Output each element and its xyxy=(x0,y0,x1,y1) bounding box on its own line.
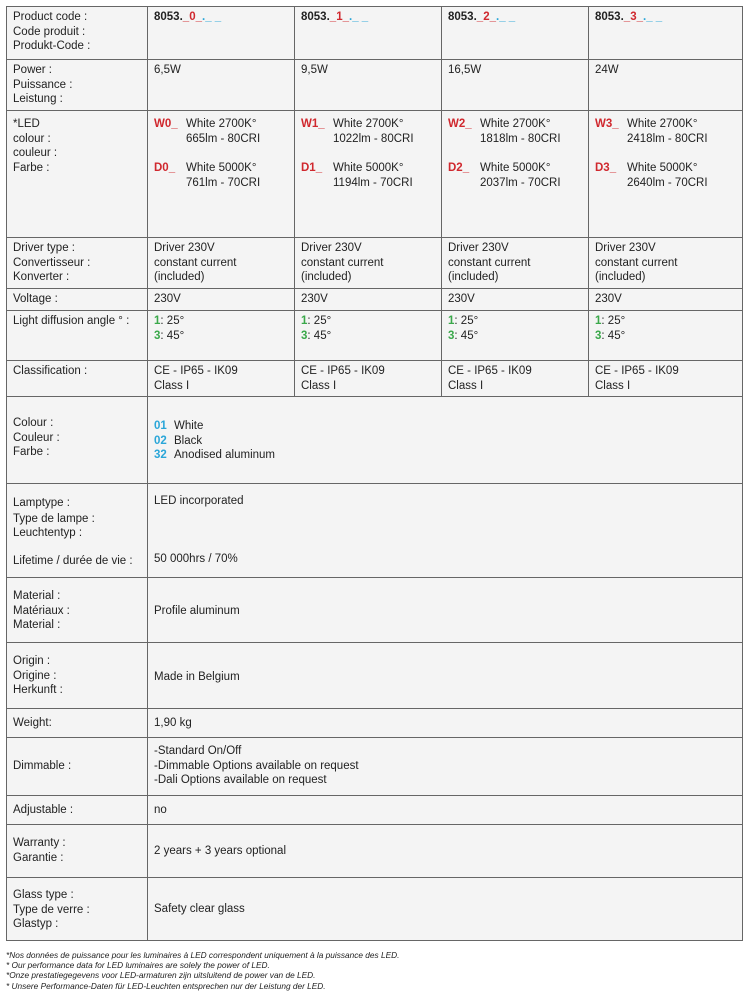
dimmable-line: -Dimmable Options available on request xyxy=(154,759,359,772)
dimmable-values xyxy=(148,738,742,795)
lifetime-label: Lifetime / durée de vie : xyxy=(13,554,133,567)
led-col-1 xyxy=(295,111,442,237)
label-line: Glastyp : xyxy=(13,918,59,930)
power-value: 24W xyxy=(595,64,619,76)
origin-value-cell xyxy=(148,643,742,708)
footnote: * Unsere Performance-Daten für LED-Leuchten entsprechen nur der Leistung der LED. xyxy=(6,980,326,991)
warranty-label xyxy=(7,825,148,877)
product-code-col-3 xyxy=(589,7,742,59)
spec-table xyxy=(6,6,743,941)
voltage-value: 230V xyxy=(595,293,622,305)
label-line: Lamptype : xyxy=(13,497,70,509)
code-sep: _ xyxy=(476,11,484,23)
led-daylight-spec: 2037lm - 70CRI xyxy=(480,176,561,189)
code-sep: _ xyxy=(329,11,337,23)
warranty-value-cell xyxy=(148,825,742,877)
driver-line: Driver 230V xyxy=(154,242,215,254)
classification-col-2 xyxy=(442,361,589,396)
led-daylight-spec: 2640lm - 70CRI xyxy=(627,176,708,189)
led-daylight-code: D0_ xyxy=(154,162,176,174)
classification-col-1 xyxy=(295,361,442,396)
angle-key: 3 xyxy=(301,329,308,342)
driver-col-0 xyxy=(148,238,295,288)
led-warm-spec: 1818lm - 80CRI xyxy=(480,132,561,145)
label-line: Driver type : xyxy=(13,242,75,254)
product-code-label xyxy=(7,7,148,59)
warranty-row xyxy=(6,825,743,878)
label-line: Product code : xyxy=(13,11,88,23)
led-col-3 xyxy=(589,111,742,237)
led-daylight-text: White 5000K° xyxy=(480,162,551,174)
label-line: Warranty : xyxy=(13,837,66,849)
power-label xyxy=(7,60,148,110)
led-warm-text: White 2700K° xyxy=(186,118,257,130)
label-line: Code produit : xyxy=(13,25,86,38)
driver-line: Driver 230V xyxy=(595,242,656,254)
label-line: colour : xyxy=(13,132,51,145)
led-col-2 xyxy=(442,111,589,237)
label-line: couleur : xyxy=(13,147,58,159)
code-prefix: 8053. xyxy=(595,11,624,23)
classification-line: Class I xyxy=(595,379,631,392)
label-line: Produkt-Code : xyxy=(13,40,91,52)
classification-line: Class I xyxy=(448,379,484,392)
adjustable-row xyxy=(6,796,743,825)
led-warm-text: White 2700K° xyxy=(480,118,551,130)
power-value: 16,5W xyxy=(442,60,589,110)
code-sep: _ xyxy=(182,11,190,23)
led-warm-code: W3_ xyxy=(595,118,619,130)
footnote: *Nos données de puissance pour les luminaires à LED correspondent uniquement à la puissance des LED. xyxy=(6,950,400,960)
voltage-value: 230V xyxy=(295,289,442,310)
label-line: Type de verre : xyxy=(13,903,90,916)
code-sep: _ xyxy=(489,11,496,23)
classification-label: Classification : xyxy=(7,361,148,396)
led-warm-code: W1_ xyxy=(301,118,325,130)
colour-name: Anodised aluminum xyxy=(174,449,276,461)
product-code-row xyxy=(6,6,743,60)
code-tail: ._ _ xyxy=(202,11,222,23)
origin-row xyxy=(6,643,743,709)
angle-col-3 xyxy=(589,311,742,360)
driver-line: (included) xyxy=(448,271,499,283)
driver-col-2 xyxy=(442,238,589,288)
classification-line: CE - IP65 - IK09 xyxy=(595,365,679,377)
adjustable-value: no xyxy=(154,803,167,816)
label-line: Leistung : xyxy=(13,93,63,105)
led-daylight-text: White 5000K° xyxy=(333,162,404,174)
colour-options xyxy=(148,397,742,483)
lamptype-label xyxy=(7,484,148,577)
label-line: Type de lampe : xyxy=(13,512,95,525)
label-line: *LED xyxy=(13,118,40,130)
lamptype-value: LED incorporated xyxy=(154,495,244,507)
code-prefix: 8053. xyxy=(154,11,183,23)
angle-value: : 25° xyxy=(307,315,332,327)
weight-row xyxy=(6,709,743,738)
colour-name: White xyxy=(174,420,204,432)
angle-label: Light diffusion angle ° : xyxy=(7,311,148,360)
label-line: Herkunft : xyxy=(13,684,63,696)
angle-value: : 25° xyxy=(160,315,185,327)
colour-code: 32 xyxy=(154,449,167,461)
footnote: * Our performance data for LED luminaires are solely the power of LED. xyxy=(6,960,270,971)
colour-code: 01 xyxy=(154,420,167,432)
angle-key: 3 xyxy=(595,329,602,342)
label-line: Farbe : xyxy=(13,446,50,458)
code-sep: _ xyxy=(342,11,349,23)
label-line: Material : xyxy=(13,619,61,631)
label-line: Colour : xyxy=(13,417,54,429)
led-warm-spec: 665lm - 80CRI xyxy=(186,132,261,145)
code-digit: 0 xyxy=(189,11,196,23)
label-line: Glass type : xyxy=(13,889,74,901)
footnotes xyxy=(6,950,399,991)
lamptype-row xyxy=(6,484,743,578)
warranty-value: 2 years + 3 years optional xyxy=(154,844,287,857)
code-prefix: 8053. xyxy=(301,11,330,23)
classification-col-3 xyxy=(589,361,742,396)
angle-key: 1 xyxy=(595,315,602,327)
label-line: Garantie : xyxy=(13,851,64,864)
voltage-value: 230V xyxy=(442,289,589,310)
angle-value: : 25° xyxy=(454,315,479,327)
material-label xyxy=(7,578,148,642)
code-tail: ._ _ xyxy=(643,11,663,23)
label-line: Farbe : xyxy=(13,161,50,174)
footnote: *Onze prestatiegegevens voor LED-armaturen zijn uitsluitend de power van de LED. xyxy=(6,970,316,981)
angle-key: 1 xyxy=(448,315,455,327)
label-line: Origin : xyxy=(13,655,51,667)
code-tail: ._ _ xyxy=(349,11,369,23)
classification-line: CE - IP65 - IK09 xyxy=(301,365,385,377)
colour-name: Black xyxy=(174,434,203,447)
angle-key: 3 xyxy=(448,329,455,342)
led-row xyxy=(6,111,743,238)
origin-value: Made in Belgium xyxy=(154,670,240,683)
code-sep: _ xyxy=(636,11,643,23)
led-label xyxy=(7,111,148,237)
product-code-col-2 xyxy=(442,7,589,59)
led-col-0 xyxy=(148,111,295,237)
product-code-col-1 xyxy=(295,7,442,59)
angle-key: 1 xyxy=(301,315,308,327)
weight-value-cell xyxy=(148,709,742,737)
code-digit: 3 xyxy=(630,11,637,23)
led-warm-text: White 2700K° xyxy=(333,118,404,130)
driver-line: (included) xyxy=(301,271,352,283)
led-daylight-spec: 1194lm - 70CRI xyxy=(333,176,413,189)
colour-option xyxy=(154,434,742,449)
code-prefix: 8053. xyxy=(448,11,477,23)
lifetime-value: 50 000hrs / 70% xyxy=(154,552,238,565)
led-warm-code: W2_ xyxy=(448,118,472,130)
angle-col-1 xyxy=(295,311,442,360)
weight-label: Weight: xyxy=(7,709,148,737)
dimmable-line: -Dali Options available on request xyxy=(154,774,327,786)
dimmable-label: Dimmable : xyxy=(7,738,148,795)
led-daylight-spec: 761lm - 70CRI xyxy=(186,176,261,189)
adjustable-label: Adjustable : xyxy=(7,796,148,824)
dimmable-row xyxy=(6,738,743,796)
colour-code: 02 xyxy=(154,434,167,447)
led-daylight-code: D1_ xyxy=(301,162,323,174)
label-line: Power : xyxy=(13,64,52,76)
product-code-col-0 xyxy=(148,7,295,59)
label-line: Origine : xyxy=(13,669,57,682)
code-digit: 1 xyxy=(336,11,343,23)
colour-row xyxy=(6,397,743,484)
material-row xyxy=(6,578,743,643)
label-line: Leuchtentyp : xyxy=(13,527,83,539)
label-line: Convertisseur : xyxy=(13,256,91,269)
led-daylight-text: White 5000K° xyxy=(627,162,698,174)
led-warm-code: W0_ xyxy=(154,118,178,130)
angle-value: : 45° xyxy=(454,329,479,342)
angle-key: 3 xyxy=(154,329,161,342)
glass-row xyxy=(6,878,743,941)
led-daylight-code: D3_ xyxy=(595,162,617,174)
power-value: 9,5W xyxy=(295,60,442,110)
voltage-row xyxy=(6,289,743,311)
driver-row xyxy=(6,238,743,289)
driver-col-1 xyxy=(295,238,442,288)
power-value: 6,5W xyxy=(148,60,295,110)
driver-line: constant current xyxy=(595,256,678,269)
dimmable-line: -Standard On/Off xyxy=(154,745,242,757)
glass-label xyxy=(7,878,148,940)
angle-key: 1 xyxy=(154,315,161,327)
driver-col-3 xyxy=(589,238,742,288)
origin-label xyxy=(7,643,148,708)
power-row xyxy=(6,60,743,111)
classification-line: Class I xyxy=(301,379,337,392)
colour-option xyxy=(154,448,742,463)
classification-line: CE - IP65 - IK09 xyxy=(448,365,532,377)
colour-label xyxy=(7,397,148,483)
angle-col-2 xyxy=(442,311,589,360)
classification-row xyxy=(6,361,743,397)
driver-label xyxy=(7,238,148,288)
led-warm-spec: 2418lm - 80CRI xyxy=(627,132,708,145)
code-sep: _ xyxy=(195,11,202,23)
material-value-cell xyxy=(148,578,742,642)
code-tail: ._ _ xyxy=(496,11,516,23)
classification-line: Class I xyxy=(154,379,190,392)
angle-value: : 45° xyxy=(307,329,332,342)
angle-row xyxy=(6,311,743,361)
label-line: Couleur : xyxy=(13,431,60,444)
voltage-value: 230V xyxy=(148,289,295,310)
driver-line: Driver 230V xyxy=(301,242,362,254)
label-line: Puissance : xyxy=(13,78,73,91)
colour-option xyxy=(154,419,742,434)
driver-line: constant current xyxy=(301,256,384,269)
led-daylight-code: D2_ xyxy=(448,162,470,174)
classification-line: CE - IP65 - IK09 xyxy=(154,365,238,377)
glass-value-cell xyxy=(148,878,742,940)
driver-line: (included) xyxy=(595,271,646,283)
code-digit: 2 xyxy=(483,11,490,23)
adjustable-value-cell xyxy=(148,796,742,824)
weight-value: 1,90 kg xyxy=(154,716,192,729)
material-value: Profile aluminum xyxy=(154,605,240,618)
angle-col-0 xyxy=(148,311,295,360)
led-warm-text: White 2700K° xyxy=(627,118,698,130)
driver-line: constant current xyxy=(154,256,237,269)
led-daylight-text: White 5000K° xyxy=(186,162,257,174)
label-line: Matériaux : xyxy=(13,604,70,617)
angle-value: : 45° xyxy=(601,329,626,342)
label-line: Material : xyxy=(13,590,61,602)
glass-value: Safety clear glass xyxy=(154,902,245,915)
classification-col-0 xyxy=(148,361,295,396)
code-sep: _ xyxy=(623,11,631,23)
voltage-label: Voltage : xyxy=(7,289,148,310)
angle-value: : 45° xyxy=(160,329,185,342)
angle-value: : 25° xyxy=(601,315,626,327)
led-warm-spec: 1022lm - 80CRI xyxy=(333,132,414,145)
driver-line: Driver 230V xyxy=(448,242,509,254)
driver-line: constant current xyxy=(448,256,531,269)
label-line: Konverter : xyxy=(13,271,70,283)
lamptype-values xyxy=(148,484,742,577)
driver-line: (included) xyxy=(154,271,205,283)
